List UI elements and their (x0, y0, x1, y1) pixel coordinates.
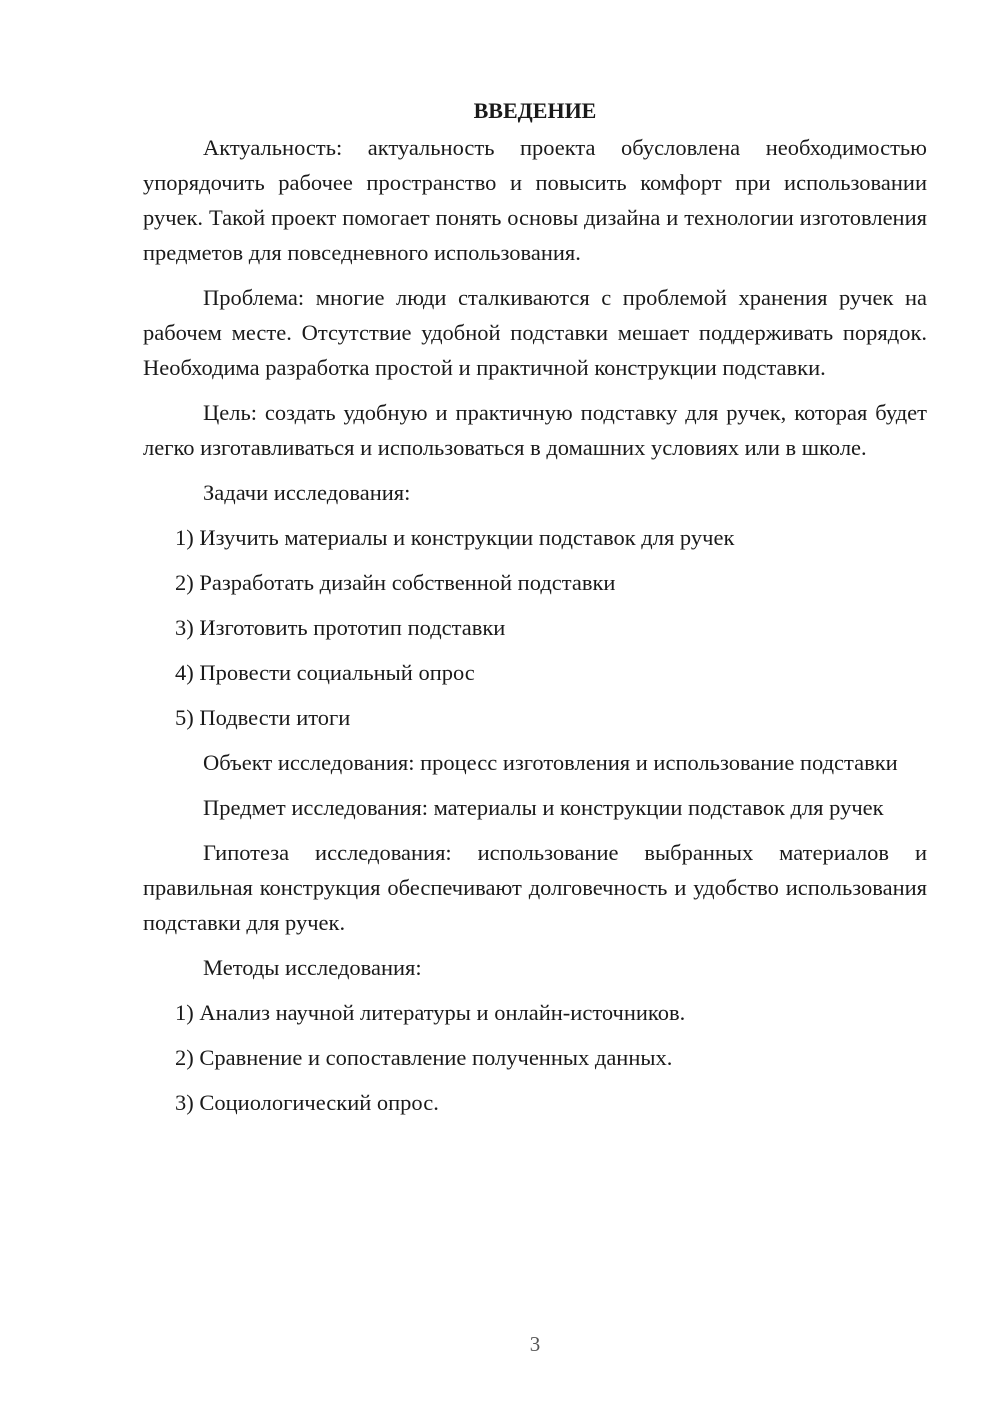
tasks-list (143, 520, 927, 735)
list-item: 3) Изготовить прототип подставки (175, 615, 506, 640)
list-item: 1) Изучить материалы и конструкции подставок для ручек (175, 525, 735, 550)
list-item: 1) Анализ научной литературы и онлайн-источников. (175, 1000, 686, 1025)
list-item: 2) Разработать дизайн собственной подставки (175, 570, 616, 595)
paragraph-object: Объект исследования: процесс изготовления и использование подставки (203, 750, 898, 775)
paragraph-hypothesis: Гипотеза исследования: использование выбранных материалов и правильная конструкция обеспечивают долговечность и удобство использования подставки для ручек. (143, 840, 927, 935)
list-item: 2) Сравнение и сопоставление полученных данных. (175, 1045, 673, 1070)
list-item: 4) Провести социальный опрос (175, 660, 475, 685)
page-number: 3 (529, 1332, 541, 1356)
list-item: 3) Социологический опрос. (175, 1090, 439, 1115)
methods-list (143, 995, 927, 1120)
section-title: ВВЕДЕНИЕ (473, 98, 597, 123)
paragraph-subject: Предмет исследования: материалы и конструкции подставок для ручек (203, 795, 884, 820)
paragraph-problem: Проблема: многие люди сталкиваются с проблемой хранения ручек на рабочем месте. Отсутствие удобной подставки мешает поддерживать порядок. Необходима разработка простой и практичной конструкции подставки. (143, 285, 927, 380)
list-item: 5) Подвести итоги (175, 705, 351, 730)
document-body (143, 93, 927, 1130)
paragraph-goal: Цель: создать удобную и практичную подставку для ручек, которая будет легко изготавливаться и использоваться в домашних условиях или в школе. (143, 400, 927, 460)
paragraph-relevance: Актуальность: актуальность проекта обусловлена необходимостью упорядочить рабочее пространство и повысить комфорт при использовании ручек. Такой проект помогает понять основы дизайна и технологии изготовления предметов для повседневного использования. (143, 135, 927, 265)
tasks-heading: Задачи исследования: (203, 480, 411, 505)
methods-heading: Методы исследования: (203, 955, 422, 980)
